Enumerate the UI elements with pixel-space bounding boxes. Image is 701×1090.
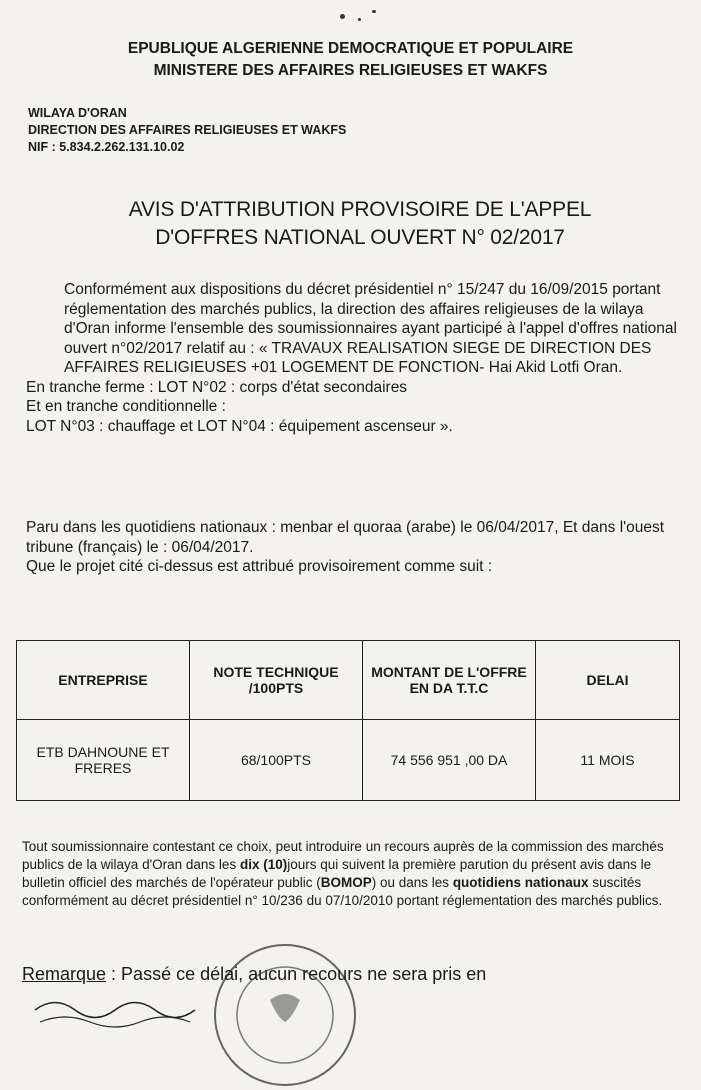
col-header-amount: MONTANT DE L'OFFRE EN DA T.T.C bbox=[363, 641, 536, 720]
cell-delay: 11 MOIS bbox=[536, 720, 680, 801]
notice-title-line2: D'OFFRES NATIONAL OUVERT N° 02/2017 bbox=[155, 226, 565, 249]
scan-speck bbox=[372, 10, 376, 13]
lot-firm: En tranche ferme : LOT N°02 : corps d'état secondaires bbox=[26, 378, 408, 396]
remark-line bbox=[22, 964, 486, 985]
table-row bbox=[17, 720, 680, 801]
official-stamp bbox=[210, 940, 360, 1090]
appeal-text: jours qui suivent la première parution du présent avis dans le bulletin officiel des marchés de l'opérateur public ( bbox=[22, 857, 652, 890]
remark-text: : Passé ce délai, aucun recours ne sera pris en bbox=[106, 964, 487, 984]
cell-score: 68/100PTS bbox=[190, 720, 363, 801]
appeal-bomop: BOMOP bbox=[320, 875, 372, 890]
col-header-company: ENTREPRISE bbox=[17, 641, 190, 720]
appeal-days: dix (10) bbox=[239, 857, 288, 872]
lot-conditional-intro: Et en tranche conditionnelle : bbox=[26, 398, 226, 415]
notice-body bbox=[26, 280, 686, 436]
scan-speck bbox=[340, 14, 345, 19]
intro-paragraph: Conformément aux dispositions du décret présidentiel n° 15/247 du 16/09/2015 portant réglementation des marchés publics, la direction des affaires religieuses de la wilaya d'Oran informe l'ensemble des soumissionnaires ayant participé à l'appel d'offres national ouvert n°02/2017 relatif au : « TRAVAUX REALISATION SIEGE DE DIRECTION DES AFFAIRES RELIGIEUSES +01 LOGEMENT DE FONCTION- Hai Akid Lotfi Oran. bbox=[64, 281, 677, 376]
publication-block bbox=[26, 518, 686, 577]
notice-title-line1: AVIS D'ATTRIBUTION PROVISOIRE DE L'APPEL bbox=[128, 198, 592, 221]
lot-conditional: LOT N°03 : chauffage et LOT N°04 : équipement ascenseur ». bbox=[26, 417, 453, 435]
nif-label: NIF : 5.834.2.262.131.10.02 bbox=[28, 140, 185, 154]
cell-amount: 74 556 951 ,00 DA bbox=[363, 720, 536, 801]
direction-label: DIRECTION DES AFFAIRES RELIGIEUSES ET WAKFS bbox=[28, 123, 347, 137]
appeal-paragraph bbox=[22, 838, 682, 910]
scan-speck bbox=[358, 18, 361, 21]
cell-company: ETB DAHNOUNE ET FRERES bbox=[17, 720, 190, 801]
col-header-delay: DELAI bbox=[536, 641, 680, 720]
award-table bbox=[16, 640, 680, 801]
appeal-text: Tout soumissionnaire contestant ce choix, peut introduire un recours auprès de la commission des marchés publics de la wilaya d'Oran dans les bbox=[22, 839, 664, 872]
appeal-text: suscités conformément au décret présidentiel n° 10/236 du 07/10/2010 portant réglementation des marchés publics. bbox=[22, 875, 663, 908]
signature-scribble bbox=[30, 990, 210, 1030]
table-header-row bbox=[17, 641, 680, 720]
col-header-score: NOTE TECHNIQUE /100PTS bbox=[190, 641, 363, 720]
attribution-intro: Que le projet cité ci-dessus est attribué provisoirement comme suit : bbox=[26, 558, 493, 575]
issuer-block bbox=[28, 105, 346, 156]
ministry-title: MINISTERE DES AFFAIRES RELIGIEUSES ET WAKFS bbox=[153, 62, 548, 79]
publication-paragraph: Paru dans les quotidiens nationaux : menbar el quoraa (arabe) le 06/04/2017, Et dans l'ouest tribune (français) le : 06/04/2017. bbox=[26, 519, 665, 556]
republic-title: EPUBLIQUE ALGERIENNE DEMOCRATIQUE ET POPULAIRE bbox=[127, 40, 574, 57]
wilaya-label: WILAYA D'ORAN bbox=[28, 106, 127, 120]
appeal-text: ) ou dans les bbox=[371, 875, 453, 890]
appeal-newspapers: quotidiens nationaux bbox=[452, 875, 589, 890]
remark-label: Remarque bbox=[22, 964, 107, 984]
